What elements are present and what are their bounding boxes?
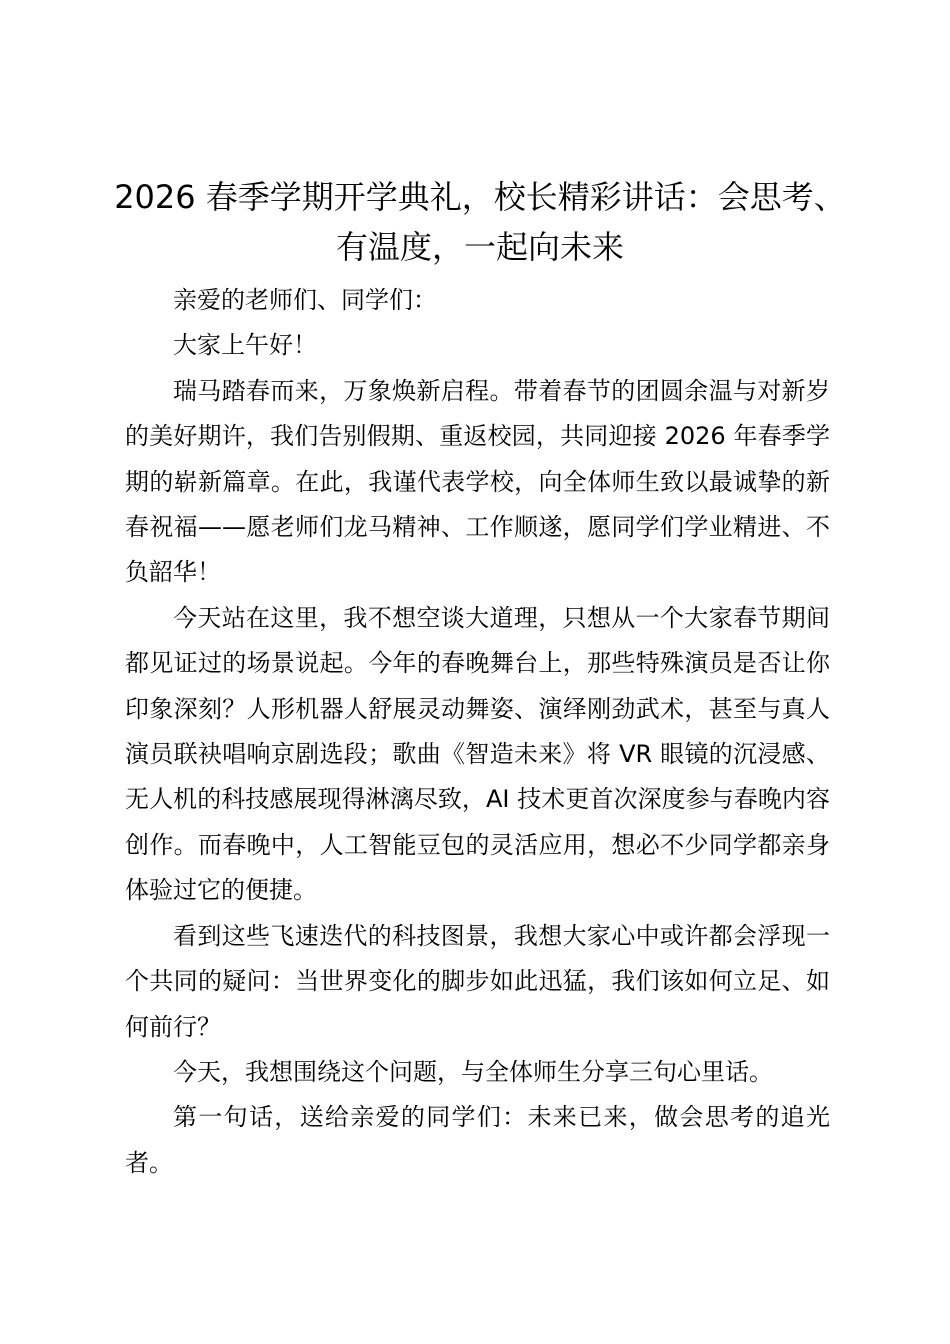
paragraph-three-words: 今天，我想围绕这个问题，与全体师生分享三句心里话。 <box>173 1057 773 1086</box>
paragraph-greeting: 亲爱的老师们、同学们： <box>173 286 437 314</box>
paragraph-question: 看到这些飞速迭代的科技图景，我想大家心中或许都会浮现一个共同的疑问：当世界变化的脚步如此迅猛，我们该如何立足、如何前行？ <box>125 921 830 1041</box>
paragraph-good-morning: 大家上午好！ <box>173 331 317 360</box>
paragraph-new-semester: 瑞马踏春而来，万象焕新启程。带着春节的团圆余温与对新岁的美好期许，我们告别假期、重返校园，共同迎接 2026 年春季学期的崭新篇章。在此，我谨代表学校，向全体师生致以最诚挚的新春祝福——愿老师们龙马精神、工作顺遂，愿同学们学业精进、不负韶华！ <box>125 376 830 587</box>
paragraph-spring-gala: 今天站在这里，我不想空谈大道理，只想从一个大家春节期间都见证过的场景说起。今年的春晚舞台上，那些特殊演员是否让你印象深刻？人形机器人舒展灵动舞姿、演绎刚劲武术，甚至与真人演员联袂唱响京剧选段；歌曲《智造未来》将 VR 眼镜的沉浸感、无人机的科技感展现得淋漓尽致，AI 技术更首次深度参与春晚内容创作。而春晚中，人工智能豆包的灵活应用，想必不少同学都亲身体验过它的便捷。 <box>125 603 830 905</box>
document-body <box>125 278 830 1186</box>
paragraph-first-word: 第一句话，送给亲爱的同学们：未来已来，做会思考的追光者。 <box>125 1103 830 1177</box>
document-title: 2026 春季学期开学典礼，校长精彩讲话：会思考、有温度，一起向未来 <box>114 178 846 266</box>
